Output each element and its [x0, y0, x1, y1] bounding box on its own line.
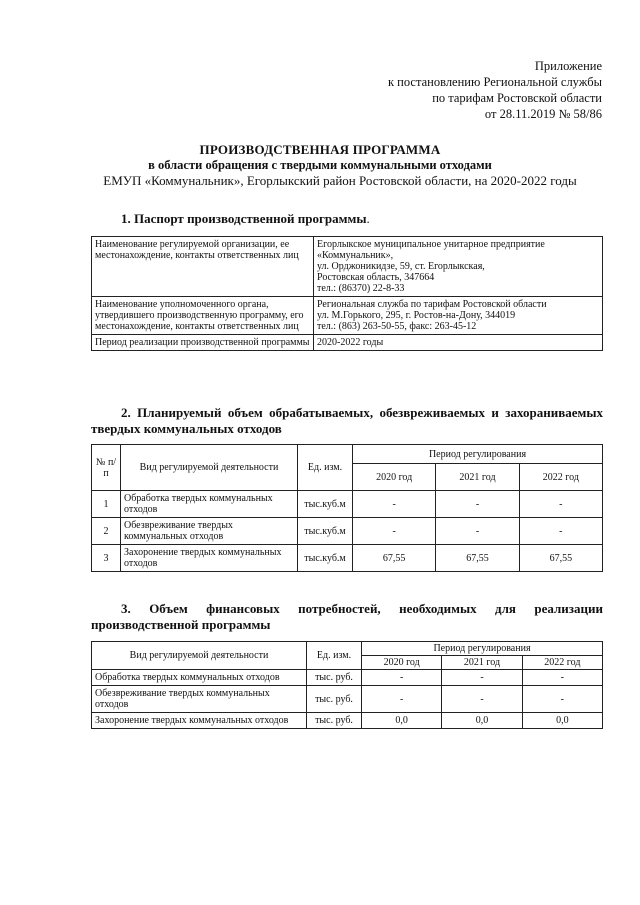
row-value: - — [442, 670, 522, 686]
row-activity: Обработка твердых коммунальных отходов — [121, 491, 298, 518]
row-value: - — [522, 686, 602, 713]
section1-heading: 1. Паспорт производственной программы. — [121, 211, 370, 226]
passport-value: Егорлыкское муниципальное унитарное предприятие «Коммунальник», ул. Орджоникидзе, 59, ст. Егорлыкская, Ростовская область, 347664 тел.: (86370) 22-8-33 — [314, 237, 603, 297]
passport-value: Региональная служба по тарифам Ростовской области ул. М.Горького, 295, г. Ростов-на-Дону, 344019 тел.: (863) 263-50-55, факс: 263-45-12 — [314, 297, 603, 335]
row-value: - — [436, 518, 519, 545]
col-year-header: 2022 год — [522, 656, 602, 670]
row-value: 67,55 — [353, 545, 436, 572]
passport-label: Период реализации производственной программы — [92, 335, 314, 351]
col-year-header: 2021 год — [436, 464, 519, 491]
row-num: 2 — [92, 518, 121, 545]
table-header-row — [92, 445, 603, 464]
col-activity-header: Вид регулируемой деятельности — [92, 642, 307, 670]
table-row — [92, 518, 603, 545]
row-value: 0,0 — [522, 713, 602, 729]
row-activity: Захоронение твердых коммунальных отходов — [92, 713, 307, 729]
row-value: - — [442, 686, 522, 713]
col-year-header: 2021 год — [442, 656, 522, 670]
row-unit: тыс. руб. — [307, 686, 362, 713]
document-title — [0, 142, 640, 189]
appendix-line: от 28.11.2019 № 58/86 — [484, 107, 602, 121]
row-value: - — [362, 686, 442, 713]
table-row — [92, 545, 603, 572]
row-value: - — [519, 518, 602, 545]
row-value: 0,0 — [442, 713, 522, 729]
appendix-block — [388, 58, 602, 122]
row-unit: тыс.куб.м — [298, 518, 353, 545]
passport-table — [91, 236, 603, 351]
passport-label: Наименование регулируемой организации, ее местонахождение, контакты ответственных лиц — [92, 237, 314, 297]
row-num: 3 — [92, 545, 121, 572]
title-line-3: ЕМУП «Коммунальник», Егорлыкский район Ростовской области, на 2020-2022 годы — [103, 173, 577, 188]
col-unit-header: Ед. изм. — [298, 445, 353, 491]
table-row — [92, 670, 603, 686]
row-unit: тыс.куб.м — [298, 491, 353, 518]
col-activity-header: Вид регулируемой деятельности — [121, 445, 298, 491]
table-row — [92, 713, 603, 729]
row-activity: Обезвреживание твердых коммунальных отходов — [92, 686, 307, 713]
row-unit: тыс. руб. — [307, 670, 362, 686]
section2-heading: 2. Планируемый объем обрабатываемых, обезвреживаемых и захораниваемых твердых коммунальных отходов — [91, 405, 603, 436]
col-year-header: 2020 год — [362, 656, 442, 670]
table-row — [92, 491, 603, 518]
passport-value: 2020-2022 годы — [314, 335, 603, 351]
volume-table — [91, 444, 603, 572]
row-value: - — [519, 491, 602, 518]
col-period-header: Период регулирования — [362, 642, 603, 656]
table-row — [92, 335, 603, 351]
passport-label: Наименование уполномоченного органа, утвердившего производственную программу, его местонахождение, контакты ответственных лиц — [92, 297, 314, 335]
appendix-line: к постановлению Региональной службы — [387, 75, 602, 89]
row-unit: тыс. руб. — [307, 713, 362, 729]
table-header-row — [92, 642, 603, 656]
row-value: 67,55 — [519, 545, 602, 572]
col-year-header: 2022 год — [519, 464, 602, 491]
row-value: - — [353, 491, 436, 518]
row-num: 1 — [92, 491, 121, 518]
row-activity: Захоронение твердых коммунальных отходов — [121, 545, 298, 572]
row-value: 67,55 — [436, 545, 519, 572]
row-activity: Обезвреживание твердых коммунальных отходов — [121, 518, 298, 545]
row-value: - — [436, 491, 519, 518]
col-num-header: № п/п — [92, 445, 121, 491]
row-value: 0,0 — [362, 713, 442, 729]
finance-table — [91, 641, 603, 729]
appendix-line: Приложение — [534, 59, 602, 73]
row-value: - — [353, 518, 436, 545]
title-line-2: в области обращения с твердыми коммунальными отходами — [148, 158, 492, 172]
col-year-header: 2020 год — [353, 464, 436, 491]
section3-heading: 3. Объем финансовых потребностей, необходимых для реализации производственной программы — [91, 601, 603, 632]
col-unit-header: Ед. изм. — [307, 642, 362, 670]
table-row — [92, 686, 603, 713]
row-unit: тыс.куб.м — [298, 545, 353, 572]
row-value: - — [362, 670, 442, 686]
col-period-header: Период регулирования — [353, 445, 603, 464]
appendix-line: по тарифам Ростовской области — [432, 91, 602, 105]
table-row — [92, 237, 603, 297]
table-row — [92, 297, 603, 335]
row-activity: Обработка твердых коммунальных отходов — [92, 670, 307, 686]
title-line-1: ПРОИЗВОДСТВЕННАЯ ПРОГРАММА — [199, 142, 441, 157]
row-value: - — [522, 670, 602, 686]
